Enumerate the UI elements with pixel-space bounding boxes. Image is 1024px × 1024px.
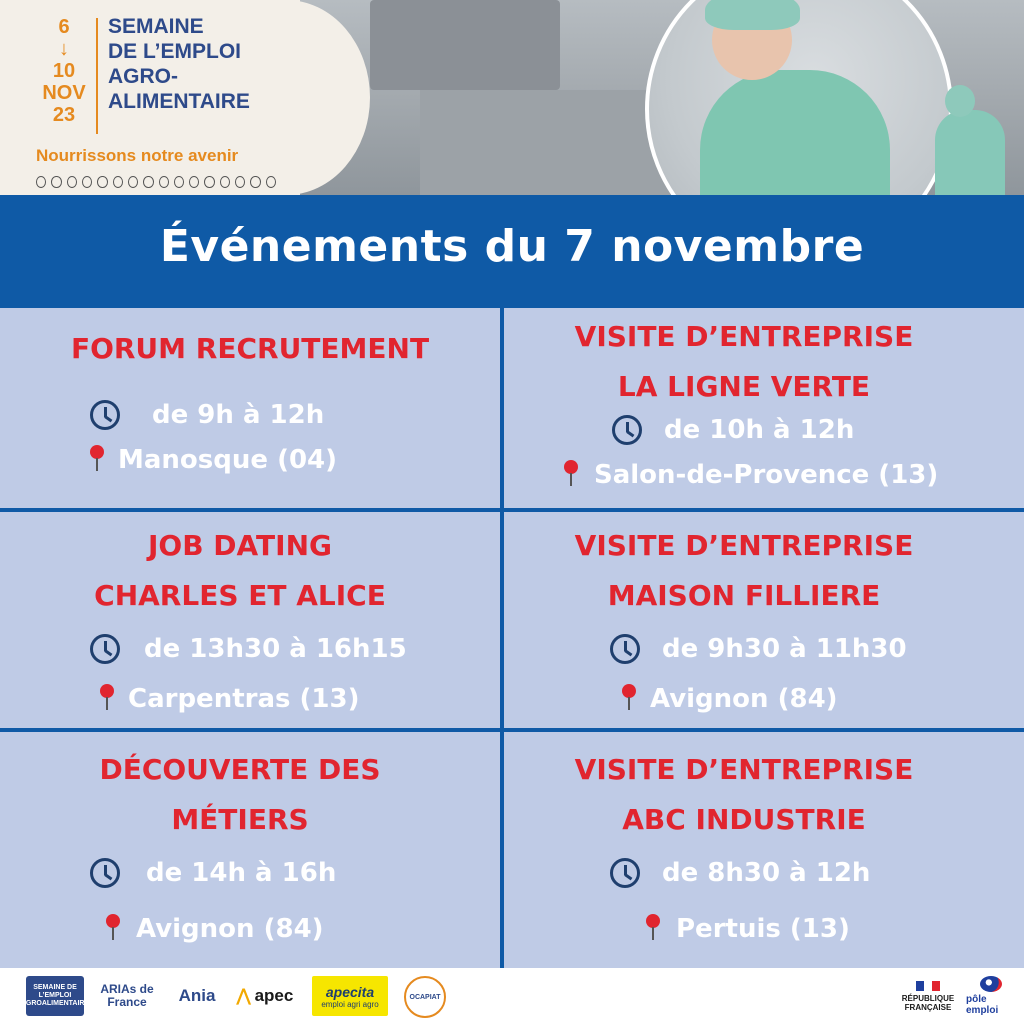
food-icons-row bbox=[36, 176, 276, 188]
location-pin-icon bbox=[90, 445, 104, 475]
worker-image bbox=[705, 0, 800, 30]
event-place bbox=[90, 445, 337, 475]
worker-image bbox=[935, 110, 1005, 195]
event-time bbox=[610, 858, 870, 888]
apec-logo-text: apec bbox=[254, 986, 294, 1005]
event-name-line: ALIMENTAIRE bbox=[108, 90, 250, 113]
clock-icon bbox=[90, 858, 120, 888]
event-time bbox=[90, 634, 407, 664]
clock-icon bbox=[90, 400, 120, 430]
pole-emploi-logo bbox=[966, 976, 1016, 1016]
location-pin-icon bbox=[646, 914, 660, 944]
event-name-line: DE L’EMPLOI bbox=[108, 40, 242, 63]
apec-logo bbox=[232, 976, 298, 1016]
event-title: MAISON FILLIERE bbox=[607, 579, 881, 612]
food-icon bbox=[204, 176, 214, 188]
event-name-line: SEMAINE bbox=[108, 15, 204, 38]
date-text: 6 bbox=[58, 16, 70, 38]
event-title: CHARLES ET ALICE bbox=[94, 579, 386, 612]
republique-francaise-logo bbox=[896, 976, 960, 1016]
ocapiat-logo: OCAPIAT bbox=[404, 976, 446, 1018]
event-card bbox=[0, 732, 500, 968]
date-text: 23 bbox=[52, 104, 76, 126]
apec-mark-icon: ⋀ bbox=[236, 986, 251, 1005]
divider bbox=[96, 18, 98, 134]
event-dates bbox=[34, 16, 94, 126]
machine-image bbox=[420, 90, 670, 195]
event-time bbox=[610, 634, 907, 664]
location-pin-icon bbox=[622, 684, 636, 714]
food-icon bbox=[36, 176, 46, 188]
food-icon bbox=[143, 176, 153, 188]
food-icon bbox=[189, 176, 199, 188]
event-time bbox=[90, 400, 324, 430]
food-icon bbox=[128, 176, 138, 188]
event-title: VISITE D’ENTREPRISE bbox=[574, 529, 914, 562]
event-place-text: Salon-de-Provence (13) bbox=[594, 460, 939, 490]
location-pin-icon bbox=[564, 460, 578, 490]
food-icon bbox=[51, 176, 61, 188]
food-icon bbox=[235, 176, 245, 188]
event-place bbox=[622, 684, 838, 714]
event-place bbox=[100, 684, 359, 714]
location-pin-icon bbox=[106, 914, 120, 944]
event-place-text: Manosque (04) bbox=[118, 445, 338, 475]
header-banner bbox=[0, 0, 1024, 195]
pole-emploi-text: pôle emploi bbox=[966, 994, 999, 1016]
event-name-line: AGRO- bbox=[108, 65, 178, 88]
food-icon bbox=[82, 176, 92, 188]
partner-logos bbox=[0, 968, 1024, 1024]
title-bar bbox=[0, 195, 1024, 308]
event-place bbox=[564, 460, 938, 490]
apecita-logo-text: apecita bbox=[325, 983, 375, 1000]
event-card bbox=[0, 308, 500, 508]
event-card bbox=[504, 512, 1024, 728]
event-title: MÉTIERS bbox=[171, 803, 309, 836]
food-icon bbox=[67, 176, 77, 188]
clock-icon bbox=[610, 634, 640, 664]
event-card bbox=[0, 512, 500, 728]
food-icon bbox=[220, 176, 230, 188]
event-name bbox=[108, 14, 298, 114]
clock-icon bbox=[610, 858, 640, 888]
event-place-text: Pertuis (13) bbox=[676, 914, 850, 944]
event-time bbox=[612, 415, 854, 445]
arias-logo: ARIAs de France bbox=[100, 982, 154, 1009]
food-icon bbox=[250, 176, 260, 188]
food-icon bbox=[113, 176, 123, 188]
arrow-icon: ↓ bbox=[59, 38, 69, 60]
worker-image bbox=[700, 70, 890, 195]
flag-icon bbox=[916, 981, 940, 991]
slogan: Nourrissons notre avenir bbox=[36, 146, 239, 165]
event-time-text: de 9h à 12h bbox=[152, 400, 325, 430]
events-grid bbox=[0, 308, 1024, 968]
event-title: DÉCOUVERTE DES bbox=[99, 753, 381, 786]
date-text: NOV bbox=[42, 82, 86, 104]
event-card bbox=[504, 308, 1024, 508]
event-title: ABC INDUSTRIE bbox=[622, 803, 866, 836]
date-text: 10 bbox=[52, 60, 76, 82]
event-time bbox=[90, 858, 336, 888]
event-place-text: Carpentras (13) bbox=[128, 684, 360, 714]
event-time-text: de 14h à 16h bbox=[146, 858, 337, 888]
worker-image bbox=[945, 85, 975, 117]
ania-logo: Ania bbox=[178, 986, 216, 1005]
event-title: FORUM RECRUTEMENT bbox=[70, 332, 430, 365]
event-title: JOB DATING bbox=[148, 529, 332, 562]
event-title: VISITE D’ENTREPRISE bbox=[574, 320, 914, 353]
food-icon bbox=[174, 176, 184, 188]
event-card bbox=[504, 732, 1024, 968]
location-pin-icon bbox=[100, 684, 114, 714]
machine-image bbox=[370, 0, 560, 90]
event-time-text: de 9h30 à 11h30 bbox=[662, 634, 907, 664]
event-place bbox=[646, 914, 850, 944]
page-title: Événements du 7 novembre bbox=[159, 221, 865, 272]
event-place-text: Avignon (84) bbox=[136, 914, 324, 944]
event-time-text: de 8h30 à 12h bbox=[662, 858, 871, 888]
event-title: LA LIGNE VERTE bbox=[617, 370, 871, 403]
event-time-text: de 13h30 à 16h15 bbox=[144, 634, 407, 664]
republique-text: RÉPUBLIQUE FRANÇAISE bbox=[901, 993, 955, 1012]
clock-icon bbox=[612, 415, 642, 445]
apecita-logo bbox=[312, 976, 388, 1016]
semaine-logo: SEMAINE DE L’EMPLOI AGROALIMENTAIRE bbox=[26, 976, 84, 1016]
event-title: VISITE D’ENTREPRISE bbox=[574, 753, 914, 786]
food-icon bbox=[266, 176, 276, 188]
event-place bbox=[106, 914, 324, 944]
event-time-text: de 10h à 12h bbox=[664, 415, 855, 445]
food-icon bbox=[97, 176, 107, 188]
event-place-text: Avignon (84) bbox=[650, 684, 838, 714]
pole-emploi-icon bbox=[980, 976, 1002, 992]
clock-icon bbox=[90, 634, 120, 664]
apecita-subtext: emploi agri agro bbox=[321, 999, 379, 1009]
food-icon bbox=[159, 176, 169, 188]
